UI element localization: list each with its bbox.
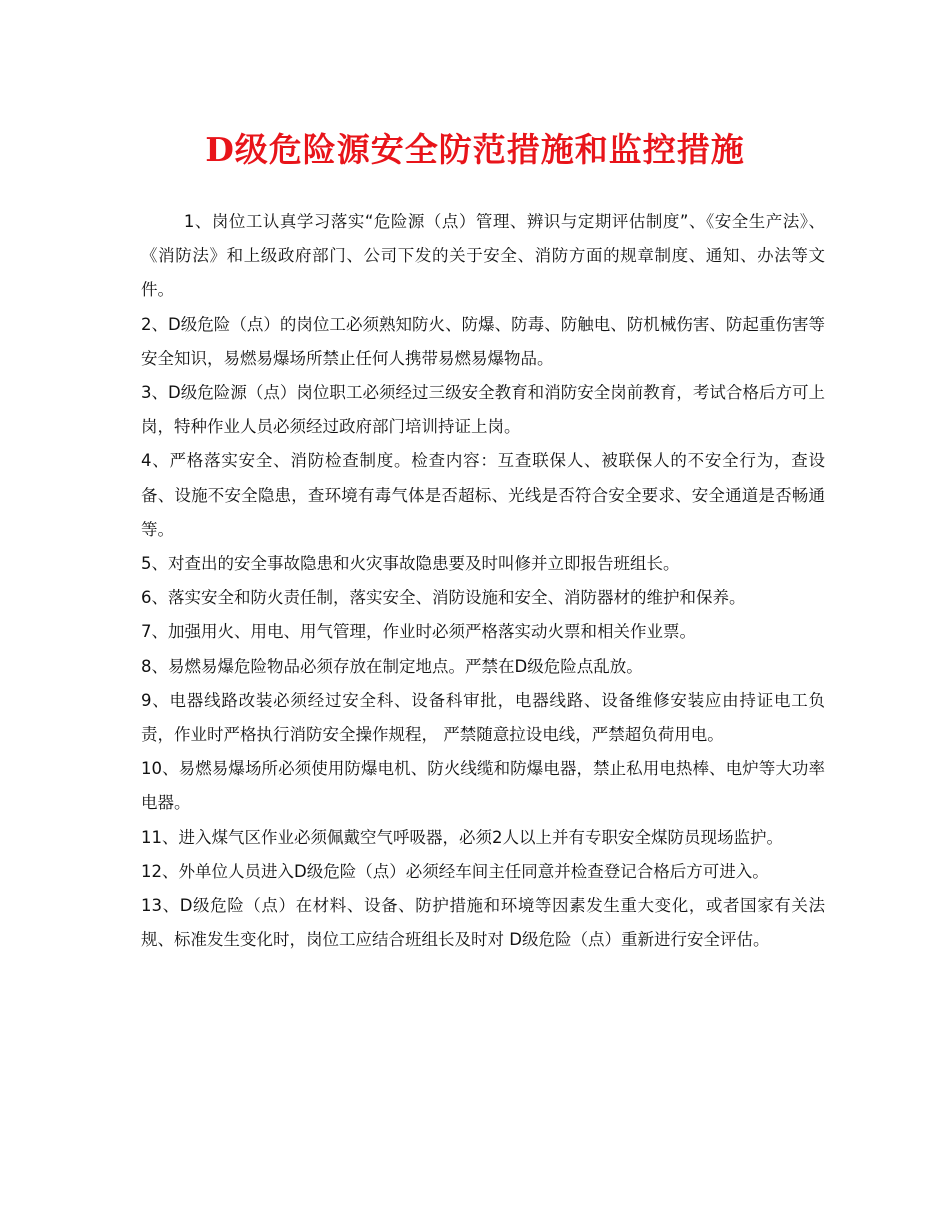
paragraph-12: 12、外单位人员进入D级危险（点）必须经车间主任同意并检查登记合格后方可进入。 bbox=[141, 861, 769, 881]
document-title: D级危险源安全防范措施和监控措施 bbox=[205, 130, 745, 169]
paragraph-6: 6、落实安全和防火责任制，落实安全、消防设施和安全、消防器材的维护和保养。 bbox=[141, 588, 746, 608]
paragraph-4: 4、严格落实安全、消防检查制度。检查内容：互查联保人、被联保人的不安全行为，查设备、设施不安全隐患，查环境有毒气体是否超标、光线是否符合安全要求、安全通道是否畅通等。 bbox=[141, 451, 825, 539]
paragraph-5: 5、对查出的安全事故隐患和火灾事故隐患要及时叫修并立即报告班组长。 bbox=[141, 554, 680, 574]
paragraph-3: 3、D级危险源（点）岗位职工必须经过三级安全教育和消防安全岗前教育，考试合格后方可上岗，特种作业人员必须经过政府部门培训持证上岗。 bbox=[141, 383, 825, 437]
paragraph-2: 2、D级危险（点）的岗位工必须熟知防火、防爆、防毒、防触电、防机械伤害、防起重伤害等安全知识，易燃易爆场所禁止任何人携带易燃易爆物品。 bbox=[141, 314, 825, 368]
paragraph-13: 13、D级危险（点）在材料、设备、防护措施和环境等因素发生重大变化，或者国家有关法规、标准发生变化时，岗位工应结合班组长及时对 D级危险（点）重新进行安全评估。 bbox=[141, 896, 825, 950]
paragraph-10: 10、易燃易爆场所必须使用防爆电机、防火线缆和防爆电器，禁止私用电热棒、电炉等大功率电器。 bbox=[141, 759, 825, 813]
paragraph-9: 9、电器线路改装必须经过安全科、设备科审批，电器线路、设备维修安装应由持证电工负责，作业时严格执行消防安全操作规程， 严禁随意拉设电线，严禁超负荷用电。 bbox=[141, 690, 825, 745]
paragraph-7: 7、加强用火、用电、用气管理，作业时必须严格落实动火票和相关作业票。 bbox=[141, 622, 696, 642]
paragraph-8: 8、易燃易爆危险物品必须存放在制定地点。严禁在D级危险点乱放。 bbox=[141, 656, 643, 676]
paragraph-11: 11、进入煤气区作业必须佩戴空气呼吸器，必须2人以上并有专职安全煤防员现场监护。 bbox=[141, 827, 783, 847]
document-body bbox=[141, 205, 825, 957]
paragraph-1: 1、岗位工认真学习落实“危险源（点）管理、辨识与定期评估制度”、《安全生产法》、《消防法》和上级政府部门、公司下发的关于安全、消防方面的规章制度、通知、办法等文件。 bbox=[141, 212, 825, 300]
